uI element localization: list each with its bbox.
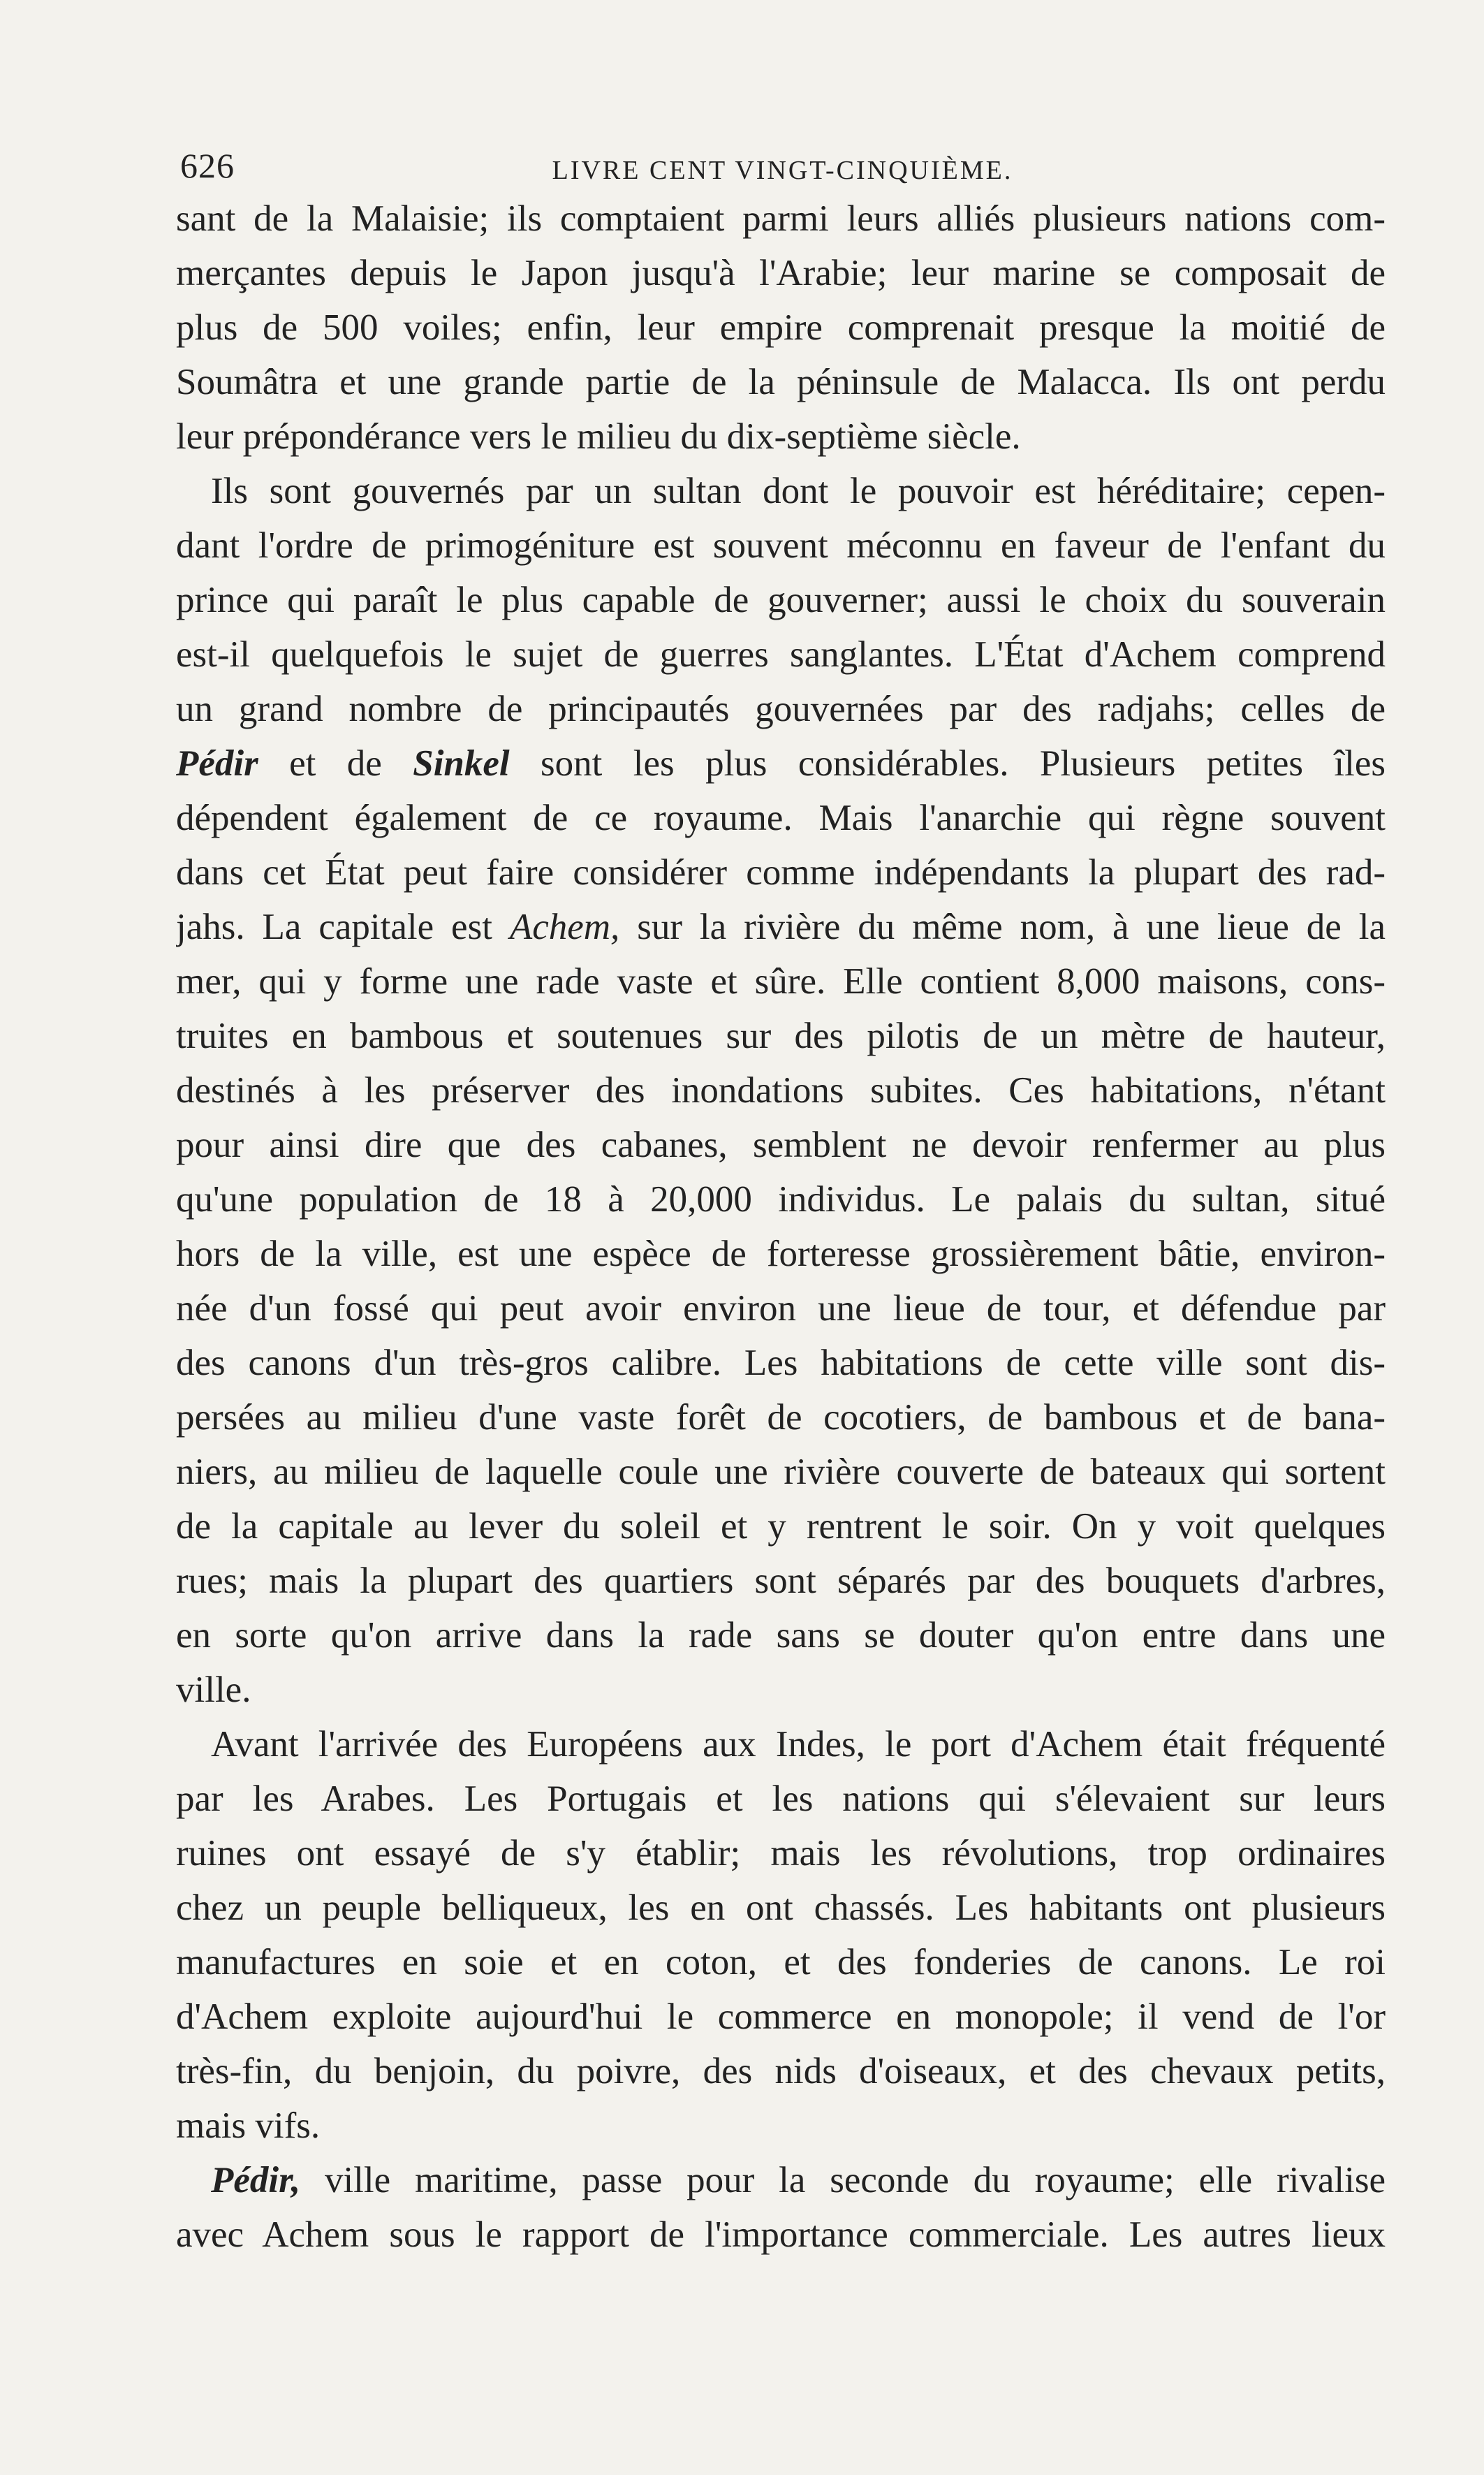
- text-line: née d'un fossé qui peut avoir environ une lieue de tour, et défendue par: [176, 1288, 1386, 1329]
- page-number: 626: [180, 146, 235, 185]
- text-line: qu'une population de 18 à 20,000 individus. Le palais du sultan, situé: [176, 1179, 1386, 1220]
- text-line: [176, 736, 1386, 791]
- text-line: dans cet État peut faire considérer comme indépendants la plupart des rad-: [176, 852, 1386, 893]
- text-line: ruines ont essayé de s'y établir; mais les révolutions, trop ordinaires: [176, 1833, 1386, 1874]
- text-line: dépendent également de ce royaume. Mais l'anarchie qui règne souvent: [176, 798, 1386, 838]
- text-segment: ville maritime, passe pour la seconde du royaume; elle rivalise: [300, 2160, 1386, 2200]
- text-line: Ils sont gouvernés par un sultan dont le pouvoir est héréditaire; cepen-: [211, 471, 1386, 511]
- text-line: sant de la Malaisie; ils comptaient parmi leurs alliés plusieurs nations com-: [176, 198, 1386, 239]
- text-segment: jahs. La capitale est: [176, 907, 510, 947]
- text-line: destinés à les préserver des inondations subites. Ces habitations, n'étant: [176, 1070, 1386, 1111]
- text-line: prince qui paraît le plus capable de gouverner; aussi le choix du souverain: [176, 580, 1386, 620]
- text-line: Avant l'arrivée des Européens aux Indes, le port d'Achem était fréquenté: [211, 1724, 1386, 1765]
- text-line: d'Achem exploite aujourd'hui le commerce en monopole; il vend de l'or: [176, 1996, 1386, 2037]
- text-line: plus de 500 voiles; enfin, leur empire comprenait presque la moitié de: [176, 307, 1386, 348]
- text-line: de la capitale au lever du soleil et y rentrent le soir. On y voit quelques: [176, 1506, 1386, 1547]
- text-line: hors de la ville, est une espèce de forteresse grossièrement bâtie, environ-: [176, 1234, 1386, 1274]
- body-text: [176, 191, 1386, 2262]
- text-segment: sont les plus considérables. Plusieurs petites îles: [509, 743, 1386, 784]
- text-line: merçantes depuis le Japon jusqu'à l'Arabie; leur marine se composait de: [176, 253, 1386, 293]
- text-line: niers, au milieu de laquelle coule une rivière couverte de bateaux qui sortent: [176, 1452, 1386, 1492]
- text-line: Soumâtra et une grande partie de la péninsule de Malacca. Ils ont perdu: [176, 362, 1386, 402]
- place-name-achem: Achem,: [509, 907, 620, 947]
- text-line: rues; mais la plupart des quartiers sont séparés par des bouquets d'arbres,: [176, 1561, 1386, 1601]
- text-line: mer, qui y forme une rade vaste et sûre. Elle contient 8,000 maisons, cons-: [176, 961, 1386, 1002]
- text-line: truites en bambous et soutenues sur des pilotis de un mètre de hauteur,: [176, 1016, 1386, 1056]
- text-line: ville.: [176, 1670, 251, 1710]
- text-segment: sur la rivière du même nom, à une lieue de la: [619, 907, 1386, 947]
- text-line: dant l'ordre de primogéniture est souvent méconnu en faveur de l'enfant du: [176, 525, 1386, 566]
- place-name-pedir: Pédir,: [211, 2160, 301, 2200]
- text-line: chez un peuple belliqueux, les en ont chassés. Les habitants ont plusieurs: [176, 1888, 1386, 1928]
- text-line: [176, 2153, 1386, 2207]
- text-line: manufactures en soie et en coton, et des fonderies de canons. Le roi: [176, 1942, 1386, 1983]
- text-line: persées au milieu d'une vaste forêt de cocotiers, de bambous et de bana-: [176, 1397, 1386, 1438]
- text-line: un grand nombre de principautés gouvernées par des radjahs; celles de: [176, 689, 1386, 729]
- text-line: leur prépondérance vers le milieu du dix-septième siècle.: [176, 416, 1021, 457]
- text-line: pour ainsi dire que des cabanes, semblent ne devoir renfermer au plus: [176, 1125, 1386, 1165]
- text-line: très-fin, du benjoin, du poivre, des nids d'oiseaux, et des chevaux petits,: [176, 2051, 1386, 2091]
- text-line: avec Achem sous le rapport de l'importance commerciale. Les autres lieux: [176, 2214, 1386, 2255]
- text-line: par les Arabes. Les Portugais et les nations qui s'élevaient sur leurs: [176, 1779, 1386, 1819]
- place-name-pedir: Pédir: [176, 743, 258, 784]
- page-header: [180, 145, 1385, 194]
- text-line: en sorte qu'on arrive dans la rade sans se douter qu'on entre dans une: [176, 1615, 1386, 1656]
- text-segment: et de: [258, 743, 413, 784]
- text-line: des canons d'un très-gros calibre. Les habitations de cette ville sont dis-: [176, 1343, 1386, 1383]
- text-line: [176, 900, 1386, 954]
- running-head: LIVRE CENT VINGT-CINQUIÈME.: [552, 156, 1013, 185]
- place-name-sinkel: Sinkel: [413, 743, 510, 784]
- text-line: mais vifs.: [176, 2105, 321, 2146]
- text-line: est-il quelquefois le sujet de guerres sanglantes. L'État d'Achem comprend: [176, 634, 1386, 675]
